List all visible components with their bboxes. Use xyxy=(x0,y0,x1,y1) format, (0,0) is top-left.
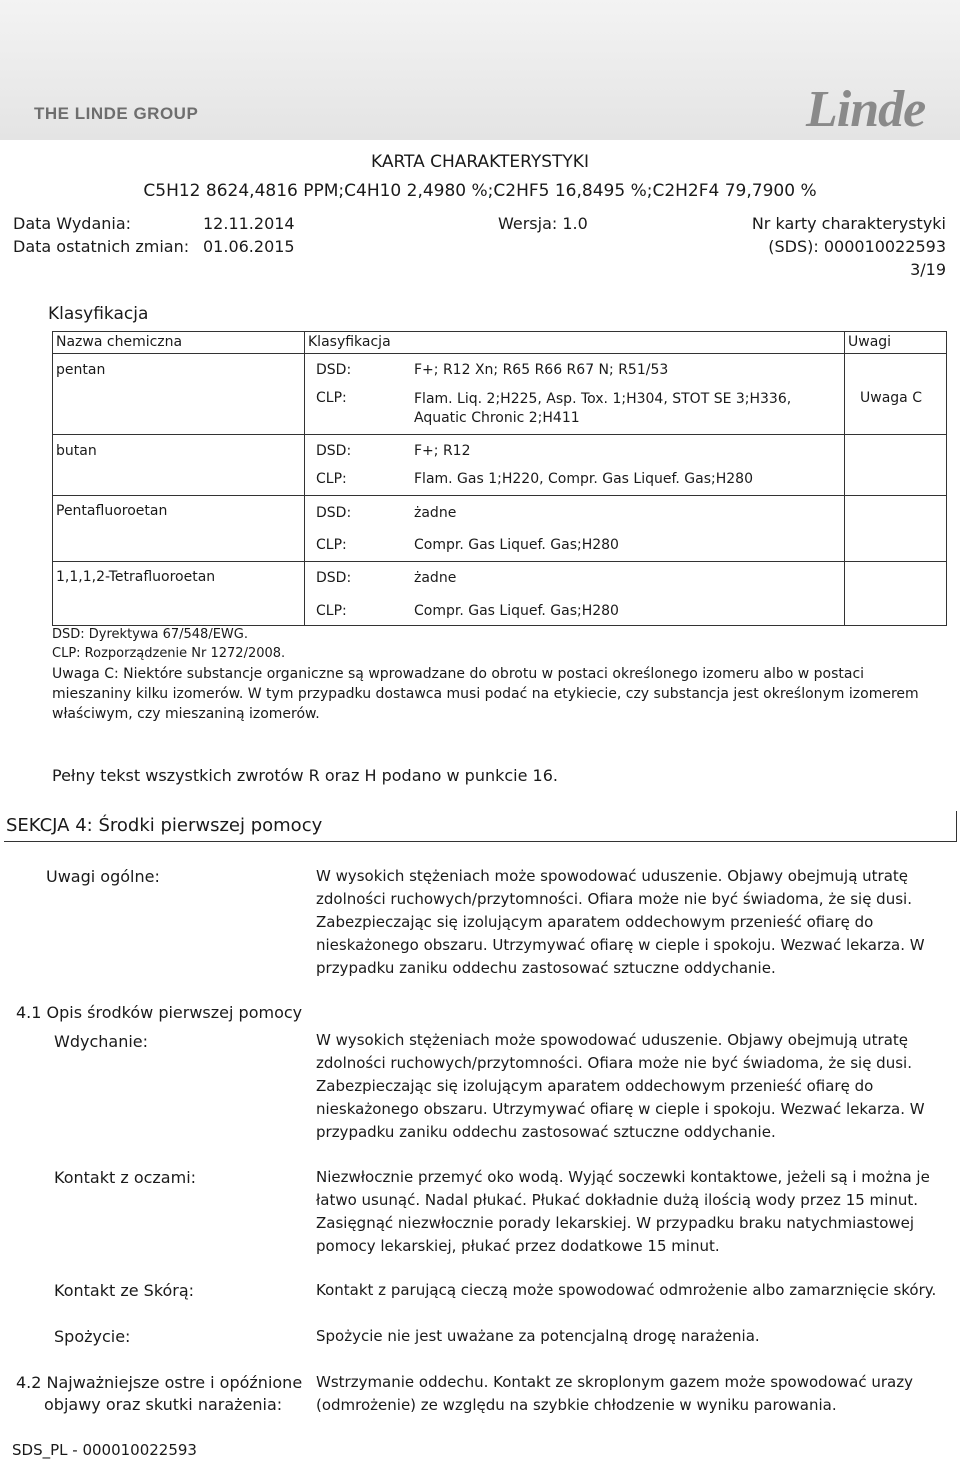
table-cell-dsd-label: DSD: xyxy=(316,505,352,521)
table-cell-dsd: żadne xyxy=(414,505,457,521)
table-header-notes: Uwagi xyxy=(848,334,892,350)
table-header-divider xyxy=(53,353,946,354)
table-cell-dsd-label: DSD: xyxy=(316,443,352,459)
eye-contact-text: Niezwłocznie przemyć oko wodą. Wyjąć soczewki kontaktowe, jeżeli są i można je łatwo usunąć. Nadal płukać. Płukać dokładnie dużą ilością wody przez 15 minut. Zasięgnąć niezwłocznie porady lekarskiej. W przypadku braku natychmiastowej pomocy lekarskiej, płukać przez dodatkowe 15 minut. xyxy=(316,1168,930,1255)
table-cell-name: Pentafluoroetan xyxy=(56,503,168,519)
skin-contact-text: Kontakt z parującą cieczą może spowodować odmrożenie albo zamarznięcie skóry. xyxy=(316,1281,937,1299)
table-cell-name: 1,1,1,2-Tetrafluoroetan xyxy=(56,569,216,585)
section-title: SEKCJA 4: Środki pierwszej pomocy xyxy=(6,815,323,836)
document-title: KARTA CHARAKTERYSTYKI xyxy=(371,152,589,172)
col-divider-1 xyxy=(304,332,305,625)
subsection-4-1: 4.1 Opis środków pierwszej pomocy xyxy=(16,1003,303,1022)
subsection-4-2: 4.2 Najważniejsze ostre i opóźnione xyxy=(16,1373,303,1392)
table-cell-dsd-label: DSD: xyxy=(316,570,352,586)
table-cell-clp-label: CLP: xyxy=(316,471,347,487)
col-divider-2 xyxy=(844,332,845,625)
table-cell-dsd-label: DSD: xyxy=(316,362,352,378)
ingestion-text: Spożycie nie jest uważane za potencjalną drogę narażenia. xyxy=(316,1327,760,1345)
inhalation-text: W wysokich stężeniach może spowodować uduszenie. Objawy obejmują utratę zdolności ruchowych/przytomności. Ofiara może nie być świadoma, że się dusi. Zabezpieczając się izolującym aparatem oddechowym przenieść ofiarę do nieskażonego obszaru. Utrzymywać ofiarę w cieple i spokoju. Wezwać lekarza. W przypadku zaniku oddechu zastosować sztuczne oddychanie. xyxy=(316,1031,925,1141)
skin-contact-label: Kontakt ze Skórą: xyxy=(54,1281,195,1300)
table-cell-dsd: F+; R12 xyxy=(414,443,471,459)
revision-date: 01.06.2015 xyxy=(203,237,295,256)
table-cell-clp: Flam. Gas 1;H220, Compr. Gas Liquef. Gas;H280 xyxy=(414,471,753,487)
table-cell-name: butan xyxy=(56,443,97,459)
table-cell-clp-label: CLP: xyxy=(316,537,347,553)
footnote-dsd: DSD: Dyrektywa 67/548/EWG. xyxy=(52,627,248,642)
table-cell-dsd: żadne xyxy=(414,570,457,586)
classification-heading: Klasyfikacja xyxy=(48,304,149,324)
issue-date: 12.11.2014 xyxy=(203,214,295,233)
table-cell-clp-label: CLP: xyxy=(316,390,347,406)
linde-logo: Linde xyxy=(806,81,926,138)
table-cell-clp: Compr. Gas Liquef. Gas;H280 xyxy=(414,537,619,553)
footnote-note-c: Uwaga C: Niektóre substancje organiczne są wprowadzane do obrotu w postaci określonego izomeru albo w postaci mieszaniny kilku izomerów. W tym przypadku dostawca musi podać na etykiecie, czy substancja jest określonym izomerem właściwym, czy mieszaniną izomerów. xyxy=(52,666,919,722)
row-divider-1 xyxy=(53,434,946,435)
table-cell-clp: Flam. Liq. 2;H225, Asp. Tox. 1;H304, STOT SE 3;H336, Aquatic Chronic 2;H411 xyxy=(414,391,792,426)
table-cell-name: pentan xyxy=(56,362,106,378)
table-cell-clp-label: CLP: xyxy=(316,603,347,619)
revision-date-label: Data ostatnich zmian: xyxy=(13,237,190,256)
table-header-classification: Klasyfikacja xyxy=(308,334,391,350)
subsection-4-2-line2: objawy oraz skutki narażenia: xyxy=(44,1395,283,1414)
ingestion-label: Spożycie: xyxy=(54,1327,131,1346)
footer-sds-code: SDS_PL - 000010022593 xyxy=(12,1441,197,1459)
table-cell-dsd: F+; R12 Xn; R65 R66 R67 N; R51/53 xyxy=(414,362,669,378)
general-notes-text: W wysokich stężeniach może spowodować uduszenie. Objawy obejmują utratę zdolności ruchowych/przytomności. Ofiara może nie być świadoma, że się dusi. Zabezpieczając się izolującym aparatem oddechowym przenieść ofiarę do nieskażonego obszaru. Utrzymywać ofiarę w cieple i spokoju. Wezwać lekarza. W przypadku zaniku oddechu zastosować sztuczne oddychanie. xyxy=(316,867,925,977)
table-cell-clp: Compr. Gas Liquef. Gas;H280 xyxy=(414,603,619,619)
table-header-name: Nazwa chemiczna xyxy=(56,334,183,350)
sds-number-label: Nr karty charakterystyki xyxy=(751,214,946,233)
symptoms-text: Wstrzymanie oddechu. Kontakt ze skroplonym gazem może spowodować urazy (odmrożenie) ze względu na szybkie chłodzenie w wyniku parowania. xyxy=(316,1373,913,1414)
linde-group-logo: THE LINDE GROUP xyxy=(34,104,199,123)
general-notes-label: Uwagi ogólne: xyxy=(46,867,160,886)
row-divider-2 xyxy=(53,495,946,496)
table-cell-note: Uwaga C xyxy=(860,390,922,406)
full-text-note: Pełny tekst wszystkich zwrotów R oraz H podano w punkcie 16. xyxy=(52,766,558,785)
page-number: 3/19 xyxy=(910,260,946,279)
sds-number: (SDS): 000010022593 xyxy=(768,237,946,256)
product-name: C5H12 8624,4816 PPM;C4H10 2,4980 %;C2HF5 16,8495 %;C2H2F4 79,7900 % xyxy=(143,181,817,201)
inhalation-label: Wdychanie: xyxy=(54,1032,149,1051)
eye-contact-label: Kontakt z oczami: xyxy=(54,1168,197,1187)
issue-date-label: Data Wydania: xyxy=(13,214,132,233)
version: Wersja: 1.0 xyxy=(498,214,588,233)
row-divider-3 xyxy=(53,561,946,562)
footnote-clp: CLP: Rozporządzenie Nr 1272/2008. xyxy=(52,646,286,661)
